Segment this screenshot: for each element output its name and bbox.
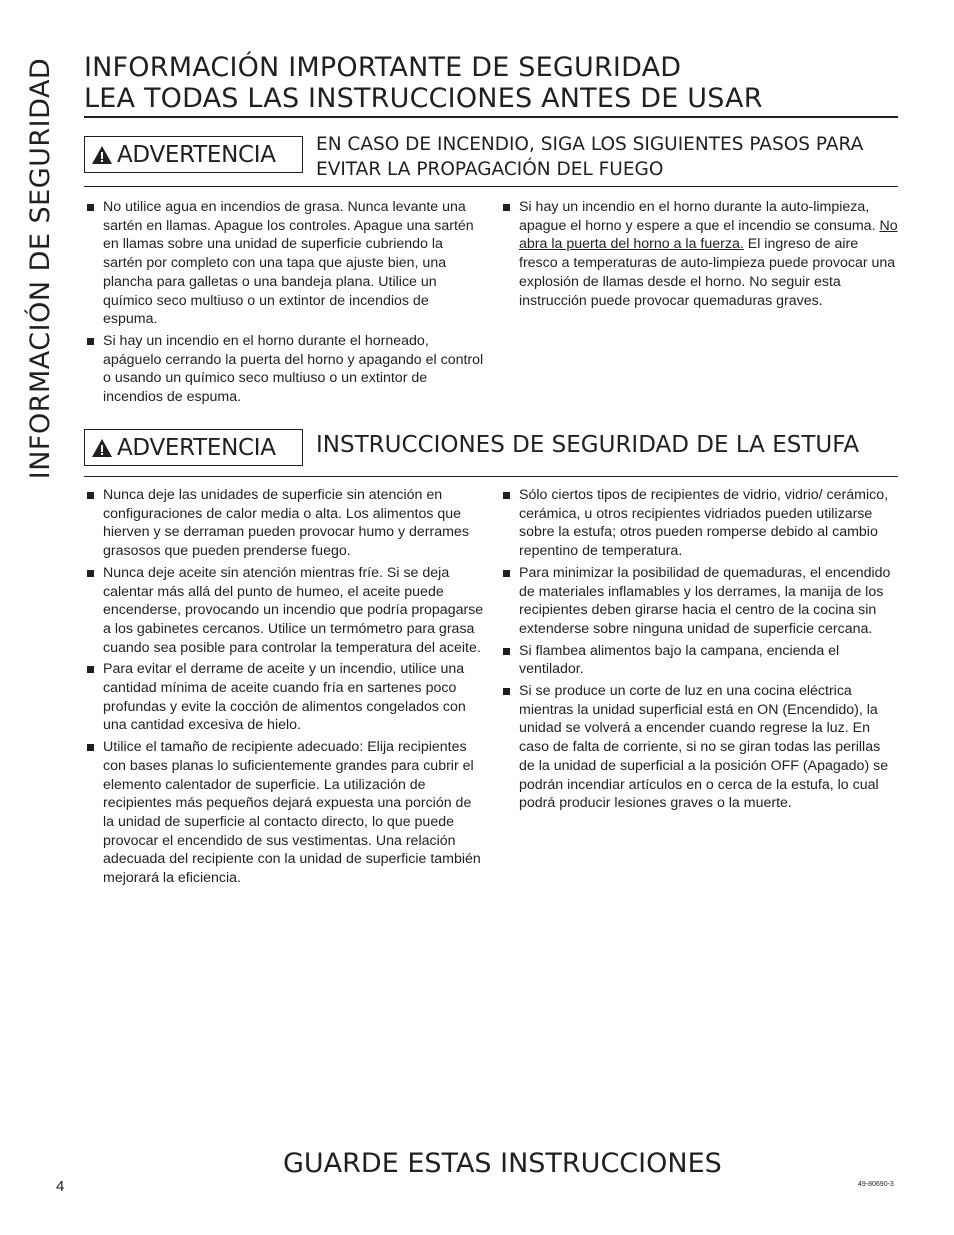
fire-instructions-right-column (500, 198, 898, 313)
warning-badge-label: ADVERTENCIA (117, 141, 276, 168)
warning-heading-cooktop: INSTRUCCIONES DE SEGURIDAD DE LA ESTUFA (316, 432, 860, 458)
warning-triangle-icon (91, 438, 113, 458)
bullet-square-icon (87, 744, 94, 751)
warning-heading-line-1: EN CASO DE INCENDIO, SIGA LOS SIGUIENTES PASOS PARA (316, 134, 864, 155)
list-item (84, 332, 484, 407)
side-section-title (18, 38, 64, 498)
list-item-text: Si hay un incendio en el horno durante la auto-limpieza, apague el horno y espere a que el incendio se consuma. (519, 199, 880, 234)
bullet-square-icon (87, 570, 94, 577)
cooktop-instructions-left-column (84, 486, 484, 891)
warning-heading-line-2: EVITAR LA PROPAGACIÓN DEL FUEGO (316, 159, 664, 180)
bullet-square-icon (87, 204, 94, 211)
cooktop-instructions-right-column (500, 486, 898, 816)
underlined-warning-text: No abra la puerta del horno a la fuerza. (519, 217, 898, 253)
list-item-text: Si flambea alimentos bajo la campana, encienda el ventilador. (519, 642, 840, 678)
list-item-text-continued: El ingreso de aire fresco a temperaturas de auto-limpieza puede provocar una explosión de llamas desde el horno. No seguir esta instrucción puede provocar quemaduras graves. (519, 236, 896, 309)
warning-badge-label: ADVERTENCIA (117, 434, 276, 461)
warning-badge (84, 136, 303, 173)
list-item (500, 642, 898, 679)
bullet-square-icon (503, 688, 510, 695)
list-item-text: Para evitar el derrame de aceite y un incendio, utilice una cantidad mínima de aceite cuando fría en sartenes poco profundas y evite la cocción de alimentos congelados con una cantidad excesiva de hielo. (103, 661, 466, 734)
list-item (84, 738, 484, 888)
list-item (500, 682, 898, 813)
warning-row-cooktop (84, 425, 898, 477)
list-item-text: Utilice el tamaño de recipiente adecuado: Elija recipientes con bases planas lo suficientemente grandes para cubrir el elemento calentador de superficie. La utilización de recipientes más pequeños dejará expuesta una porción de la unidad de superficie al contacto directo, lo que puede provocar el encendido de sus vestimentas. Una relación adecuada del recipiente con la unidad de superficie también mejorará la eficiencia. (103, 739, 481, 887)
bullet-square-icon (503, 492, 510, 499)
list-item-text: No utilice agua en incendios de grasa. Nunca levante una sartén en llamas. Apague los controles. Apague una sartén en llamas sobre una unidad de superficie cubriendo la sartén por completo con una tapa que ajuste bien, una plancha para galletas o una bandeja plana. Utilice un químico seco multiuso o un extintor de incendios de espuma. (103, 199, 474, 328)
list-item (84, 486, 484, 561)
bullet-square-icon (503, 570, 510, 577)
list-item (500, 564, 898, 639)
bullet-square-icon (503, 648, 510, 655)
warning-row-fire (84, 134, 898, 187)
header-line-2: LEA TODAS LAS INSTRUCCIONES ANTES DE USAR (84, 83, 763, 114)
page-header (84, 52, 898, 118)
list-item (500, 198, 898, 310)
list-item-text: Si hay un incendio en el horno durante el horneado, apáguelo cerrando la puerta del horno y apagando el control o usando un químico seco multiuso o un extintor de incendios de espuma. (103, 332, 484, 406)
list-item-text: Sólo ciertos tipos de recipientes de vidrio, vidrio/ cerámico, cerámica, u otros recipientes vidriados pueden utilizarse sobre la estufa; otros pueden romperse debido al cambio repentino de temperatura. (519, 487, 889, 560)
list-item-text: Para minimizar la posibilidad de quemaduras, el encendido de materiales inflamables y los derrames, la manija de los recipientes deben girarse hacia el centro de la cocina sin extenderse sobre ninguna unidad de superficie cercana. (519, 564, 891, 637)
warning-badge (84, 429, 303, 466)
list-item (84, 564, 484, 658)
bullet-square-icon (87, 666, 94, 673)
page-number: 4 (56, 1178, 65, 1195)
bullet-square-icon (87, 492, 94, 499)
header-line-1: INFORMACIÓN IMPORTANTE DE SEGURIDAD (84, 52, 682, 83)
warning-heading-fire (316, 132, 863, 182)
warning-triangle-icon (91, 145, 113, 165)
fire-instructions-left-column (84, 198, 484, 410)
list-item (500, 486, 898, 561)
bullet-square-icon (503, 204, 510, 211)
save-instructions-title: GUARDE ESTAS INSTRUCCIONES (283, 1148, 722, 1179)
bullet-square-icon (87, 338, 94, 345)
list-item-text: Nunca deje las unidades de superficie sin atención en configuraciones de calor media o alta. Los alimentos que hierven y se derraman pueden provocar humo y derrames grasosos que pueden prenderse fuego. (103, 487, 469, 560)
side-section-title-text: INFORMACIÓN DE SEGURIDAD (25, 57, 57, 479)
list-item-text: Si se produce un corte de luz en una cocina eléctrica mientras la unidad superficial está en ON (Encendido), la unidad se volverá a encender cuando regrese la luz. En caso de falta de corriente, si no se giran todas las perillas de la unidad de superficial a la posición OFF (Apagado) se podrán incendiar artículos en o cerca de la estufa, lo cual podrá producir lesiones graves o la muerte. (519, 683, 889, 812)
document-code: 49-80690-3 (858, 1181, 894, 1188)
list-item (84, 660, 484, 735)
list-item (84, 198, 484, 329)
list-item-text: Nunca deje aceite sin atención mientras fríe. Si se deja calentar más allá del punto de humeo, el aceite puede encenderse, provocando un incendio que podría propagarse a los gabinetes cercanos. Utilice un termómetro para grasa cuando sea posible para controlar la temperatura del aceite. (103, 564, 484, 656)
